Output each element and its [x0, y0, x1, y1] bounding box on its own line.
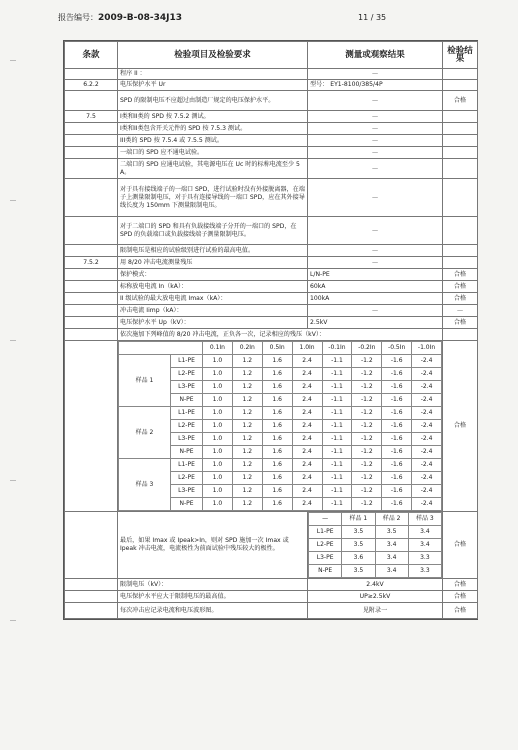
voltage-cell: 2.4: [292, 459, 322, 472]
column-header-verdict: 检验结果: [443, 42, 478, 69]
voltage-cell: 1.2: [232, 446, 262, 459]
mode-cell: L3-PE: [309, 552, 342, 565]
mode-cell: N-PE: [309, 565, 342, 578]
voltage-cell: 2.4: [292, 498, 322, 511]
result-cell: 100kA: [308, 293, 443, 305]
voltage-cell: -1.6: [382, 433, 412, 446]
item-cell: I类和II类包含开关元件的 SPD 按 7.5.3 测试。: [118, 123, 308, 135]
voltage-cell: 1.6: [262, 446, 292, 459]
mode-cell: L2-PE: [171, 368, 203, 381]
voltage-cell: 3.3: [408, 552, 441, 565]
voltage-cell: 1.6: [262, 394, 292, 407]
result-cell: —: [308, 111, 443, 123]
voltage-cell: 3.4: [375, 565, 408, 578]
voltage-cell: -1.1: [322, 446, 352, 459]
voltage-cell: 3.4: [408, 539, 441, 552]
item-cell: 保护模式：: [118, 269, 308, 281]
voltage-cell: -1.2: [352, 394, 382, 407]
final-data-row: [309, 539, 442, 552]
voltage-cell: 1.6: [262, 459, 292, 472]
voltage-cell: 1.0: [203, 459, 233, 472]
voltage-cell: -1.1: [322, 381, 352, 394]
verdict-cell: 合格: [443, 317, 478, 329]
surge-col-header: 0.5In: [262, 342, 292, 355]
voltage-cell: -2.4: [412, 355, 442, 368]
voltage-cell: -2.4: [412, 459, 442, 472]
result-cell: —: [308, 91, 443, 111]
voltage-cell: -1.6: [382, 472, 412, 485]
voltage-cell: -2.4: [412, 433, 442, 446]
margin-mark: [10, 480, 16, 481]
voltage-cell: -1.1: [322, 368, 352, 381]
voltage-cell: 2.4: [292, 446, 322, 459]
mode-cell: L2-PE: [171, 420, 203, 433]
voltage-cell: -1.2: [352, 407, 382, 420]
voltage-cell: -1.6: [382, 355, 412, 368]
margin-mark: [10, 60, 16, 61]
table-row: [65, 111, 478, 123]
voltage-cell: -1.2: [352, 459, 382, 472]
voltage-cell: -1.1: [322, 355, 352, 368]
table-row: [65, 591, 478, 603]
voltage-cell: 1.2: [232, 368, 262, 381]
final-col-header: 样品 2: [375, 513, 408, 526]
voltage-cell: -1.6: [382, 407, 412, 420]
mode-cell: L2-PE: [309, 539, 342, 552]
voltage-cell: 1.6: [262, 433, 292, 446]
surge-data-row: [119, 355, 442, 368]
item-cell: 标称放电电流 In（kA）：: [118, 281, 308, 293]
voltage-cell: 2.4: [292, 355, 322, 368]
voltage-cell: 1.2: [232, 355, 262, 368]
voltage-cell: 1.6: [262, 368, 292, 381]
voltage-cell: -1.2: [352, 472, 382, 485]
voltage-cell: -1.1: [322, 472, 352, 485]
voltage-cell: -1.1: [322, 498, 352, 511]
voltage-cell: -1.1: [322, 420, 352, 433]
result-cell: L/N-PE: [308, 269, 443, 281]
result-cell: UP≥2.5kV: [308, 591, 443, 603]
table-row: [65, 317, 478, 329]
residual-voltage-table: [118, 341, 442, 511]
voltage-cell: -2.4: [412, 498, 442, 511]
page-number: 11 / 35: [358, 13, 387, 22]
table-header-row: [65, 42, 478, 69]
surge-data-row: [119, 459, 442, 472]
final-data-row: [309, 565, 442, 578]
surge-col-header: 1.0In: [292, 342, 322, 355]
table-row: [65, 257, 478, 269]
item-cell: 最后，如果 Imax 或 Ipeak>In，则对 SPD 施加一次 Imax 或 Ipeak 冲击电流，电流极性为前面试验中残压较大的极性。: [118, 512, 308, 579]
voltage-cell: 2.4: [292, 433, 322, 446]
surge-col-header: -1.0In: [412, 342, 442, 355]
voltage-cell: 3.3: [408, 565, 441, 578]
result-cell: 2.4kV: [308, 579, 443, 591]
table-row: [65, 179, 478, 217]
item-cell: 电压保护水平应大于限制电压的最高值。: [118, 591, 308, 603]
voltage-cell: 3.4: [375, 539, 408, 552]
table-row: [65, 269, 478, 281]
voltage-cell: -1.1: [322, 407, 352, 420]
table-row: [65, 80, 478, 91]
voltage-cell: 1.0: [203, 355, 233, 368]
voltage-cell: 1.0: [203, 368, 233, 381]
clause-cell: 7.5.2: [65, 257, 118, 269]
voltage-cell: 1.6: [262, 355, 292, 368]
voltage-cell: 1.2: [232, 485, 262, 498]
result-cell: —: [308, 135, 443, 147]
mode-cell: N-PE: [171, 498, 203, 511]
surge-col-header: -0.1In: [322, 342, 352, 355]
item-cell: II 级试验的最大放电电流 Imax（kA）：: [118, 293, 308, 305]
table-row: [65, 579, 478, 591]
item-cell: 限制电压是相应的试验级别进行试验的最高电值。: [118, 245, 308, 257]
table-row: [65, 147, 478, 159]
voltage-cell: 1.0: [203, 446, 233, 459]
voltage-cell: 1.2: [232, 381, 262, 394]
result-cell: 型号： EY1-8100/385/4P: [308, 80, 443, 91]
mode-cell: N-PE: [171, 446, 203, 459]
voltage-cell: 3.4: [375, 552, 408, 565]
mode-cell: L2-PE: [171, 472, 203, 485]
voltage-cell: 1.2: [232, 472, 262, 485]
voltage-cell: 1.0: [203, 472, 233, 485]
item-cell: 用 8/20 冲击电流测量残压: [118, 257, 308, 269]
item-cell: I类和II类的 SPD 按 7.5.2 测试。: [118, 111, 308, 123]
voltage-cell: -2.4: [412, 446, 442, 459]
voltage-cell: 2.4: [292, 472, 322, 485]
voltage-cell: -1.1: [322, 459, 352, 472]
voltage-cell: -2.4: [412, 485, 442, 498]
table-row: [65, 217, 478, 245]
item-cell: 电压保护水平 Ur: [118, 80, 308, 91]
final-col-header: 样品 1: [342, 513, 375, 526]
result-cell: —: [308, 305, 443, 317]
item-cell: 程序 II ：: [118, 69, 308, 80]
table-row: [65, 305, 478, 317]
final-col-header: —: [309, 513, 342, 526]
voltage-cell: 1.6: [262, 407, 292, 420]
voltage-cell: -1.2: [352, 446, 382, 459]
table-row: [65, 159, 478, 179]
mode-cell: L3-PE: [171, 381, 203, 394]
verdict-cell: 合格: [443, 281, 478, 293]
item-cell: SPD 的限制电压不应超过由制造厂规定的电压保护水平。: [118, 91, 308, 111]
voltage-cell: -1.1: [322, 485, 352, 498]
item-cell: 依次施加下列峰值的 8/20 冲击电流，正负各一次，记录相应的残压（kV）：: [118, 329, 443, 341]
voltage-cell: 1.2: [232, 394, 262, 407]
sample-label: 样品 2: [119, 407, 171, 459]
voltage-cell: 2.4: [292, 381, 322, 394]
result-cell: 见附录一: [308, 603, 443, 619]
result-cell: —: [308, 123, 443, 135]
voltage-cell: -1.6: [382, 394, 412, 407]
voltage-cell: 1.2: [232, 420, 262, 433]
voltage-cell: -1.6: [382, 420, 412, 433]
table-row: [65, 69, 478, 80]
voltage-cell: 1.2: [232, 433, 262, 446]
final-data-row: [309, 552, 442, 565]
voltage-cell: 1.0: [203, 381, 233, 394]
mode-cell: L1-PE: [171, 407, 203, 420]
verdict-cell: 合格: [443, 341, 478, 512]
item-cell: 二端口的 SPD 应通电试验，其电源电压在 Uc 时的标称电流至少 5 A。: [118, 159, 308, 179]
result-cell: —: [308, 147, 443, 159]
voltage-cell: 1.0: [203, 485, 233, 498]
voltage-cell: 1.0: [203, 420, 233, 433]
voltage-cell: -1.2: [352, 381, 382, 394]
voltage-cell: 1.6: [262, 420, 292, 433]
voltage-cell: 1.6: [262, 381, 292, 394]
voltage-cell: 3.4: [408, 526, 441, 539]
table-row: [65, 281, 478, 293]
result-cell: —: [308, 217, 443, 245]
voltage-cell: 3.5: [342, 565, 375, 578]
column-header-result: 测量或观察结果: [308, 42, 443, 69]
voltage-cell: 3.5: [375, 526, 408, 539]
voltage-cell: -2.4: [412, 368, 442, 381]
voltage-cell: -2.4: [412, 420, 442, 433]
voltage-cell: 1.6: [262, 472, 292, 485]
voltage-cell: -1.1: [322, 433, 352, 446]
voltage-cell: 1.6: [262, 485, 292, 498]
voltage-cell: 2.4: [292, 394, 322, 407]
final-col-header: 样品 3: [408, 513, 441, 526]
surge-col-header: -0.2In: [352, 342, 382, 355]
voltage-cell: 1.2: [232, 498, 262, 511]
voltage-cell: -1.1: [322, 394, 352, 407]
voltage-cell: -1.6: [382, 459, 412, 472]
verdict-cell: 合格: [443, 579, 478, 591]
column-header-item: 检验项目及检验要求: [118, 42, 308, 69]
margin-mark: [10, 620, 16, 621]
report-number-label: 报告编号：: [58, 13, 98, 22]
table-row: [65, 135, 478, 147]
verdict-cell: 合格: [443, 269, 478, 281]
voltage-cell: 1.0: [203, 433, 233, 446]
result-cell: 60kA: [308, 281, 443, 293]
surge-col-header: -0.5In: [382, 342, 412, 355]
verdict-cell: 合格: [443, 603, 478, 619]
final-header-row: [309, 513, 442, 526]
page-header: [58, 12, 478, 26]
result-cell: —: [308, 257, 443, 269]
voltage-cell: 2.4: [292, 368, 322, 381]
result-cell: 2.5kV: [308, 317, 443, 329]
voltage-cell: -1.2: [352, 498, 382, 511]
table-row: [65, 329, 478, 341]
final-data-row: [309, 526, 442, 539]
surge-table-row: [65, 341, 478, 512]
voltage-cell: -2.4: [412, 381, 442, 394]
voltage-cell: 2.4: [292, 407, 322, 420]
voltage-cell: -2.4: [412, 472, 442, 485]
voltage-cell: -2.4: [412, 407, 442, 420]
table-row: [65, 245, 478, 257]
item-cell: 电压保护水平 Up（kV）：: [118, 317, 308, 329]
voltage-cell: 1.0: [203, 407, 233, 420]
voltage-cell: 3.5: [342, 526, 375, 539]
voltage-cell: -1.2: [352, 368, 382, 381]
final-surge-row: [65, 512, 478, 579]
result-cell: —: [308, 245, 443, 257]
margin-mark: [10, 200, 16, 201]
voltage-cell: -1.6: [382, 368, 412, 381]
sample-label: 样品 3: [119, 459, 171, 511]
clause-cell: 6.2.2: [65, 80, 118, 91]
voltage-cell: 3.6: [342, 552, 375, 565]
voltage-cell: -1.2: [352, 355, 382, 368]
voltage-cell: 1.0: [203, 394, 233, 407]
surge-header-row: [119, 342, 442, 355]
surge-col-header: 0.1In: [203, 342, 233, 355]
result-cell: —: [308, 179, 443, 217]
voltage-cell: 1.2: [232, 459, 262, 472]
result-cell: —: [308, 159, 443, 179]
voltage-cell: 1.0: [203, 498, 233, 511]
inspection-table: [63, 40, 478, 620]
voltage-cell: -1.6: [382, 498, 412, 511]
sample-label: 样品 1: [119, 355, 171, 407]
table-row: [65, 123, 478, 135]
verdict-cell: 合格: [443, 512, 478, 579]
mode-cell: L1-PE: [171, 459, 203, 472]
mode-cell: L3-PE: [171, 433, 203, 446]
margin-mark: [10, 340, 16, 341]
table-row: [65, 293, 478, 305]
table-row: [65, 603, 478, 619]
mode-cell: L1-PE: [171, 355, 203, 368]
voltage-cell: -1.2: [352, 433, 382, 446]
final-voltage-table: [308, 512, 442, 578]
voltage-cell: 2.4: [292, 485, 322, 498]
verdict-cell: 合格: [443, 91, 478, 111]
voltage-cell: 2.4: [292, 420, 322, 433]
voltage-cell: -1.6: [382, 381, 412, 394]
voltage-cell: -1.6: [382, 485, 412, 498]
surge-data-row: [119, 407, 442, 420]
voltage-cell: 1.6: [262, 498, 292, 511]
item-cell: 每次冲击应记录电流和电压波形图。: [118, 603, 308, 619]
clause-cell: 7.5: [65, 111, 118, 123]
voltage-cell: -1.6: [382, 446, 412, 459]
result-cell: —: [308, 69, 443, 80]
item-cell: 限制电压（kV）：: [118, 579, 308, 591]
item-cell: 对于具有接线端子的一端口 SPD，进行试验时没有外接脱离器，在端子上测量限制电压，对于具有连接导线的一端口 SPD，应在其外接导线长度为 150mm 下测量限制电压。: [118, 179, 308, 217]
voltage-cell: 1.2: [232, 407, 262, 420]
mode-cell: L3-PE: [171, 485, 203, 498]
item-cell: 一端口的 SPD 应不通电试验。: [118, 147, 308, 159]
verdict-cell: 合格: [443, 293, 478, 305]
voltage-cell: -1.2: [352, 485, 382, 498]
item-cell: 冲击电流 Iimp（kA）：: [118, 305, 308, 317]
report-number: 2009-B-08-34J13: [98, 13, 183, 23]
column-header-clause: 条款: [65, 42, 118, 69]
voltage-cell: -1.2: [352, 420, 382, 433]
table-row: [65, 91, 478, 111]
item-cell: III类的 SPD 按 7.5.4 或 7.5.5 测试。: [118, 135, 308, 147]
verdict-cell: 合格: [443, 591, 478, 603]
voltage-cell: -2.4: [412, 394, 442, 407]
surge-col-header: 0.2In: [232, 342, 262, 355]
item-cell: 对于二端口的 SPD 和具有负载接线端子分开的一端口的 SPD，在 SPD 的负载端口或负载接线端子测量限制电压。: [118, 217, 308, 245]
verdict-cell: —: [443, 305, 478, 317]
mode-cell: N-PE: [171, 394, 203, 407]
mode-cell: L1-PE: [309, 526, 342, 539]
voltage-cell: 3.5: [342, 539, 375, 552]
